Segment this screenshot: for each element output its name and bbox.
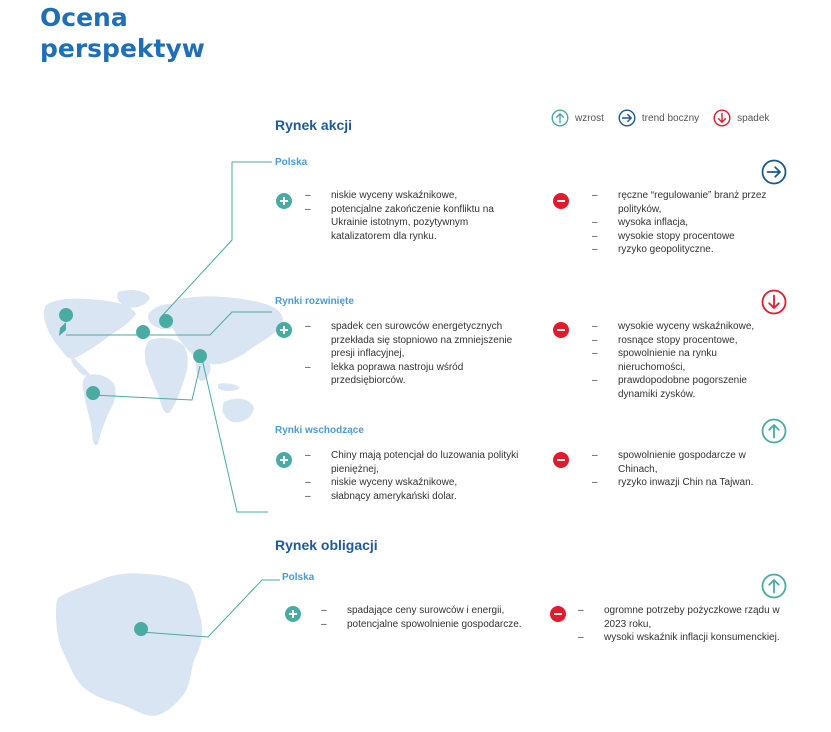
arrow-right-icon: [761, 159, 787, 185]
list-item: – spowolnienie na rynku nieruchomości,: [592, 347, 777, 374]
list-item: – niskie wyceny wskaźnikowe,: [305, 189, 515, 203]
plus-icon: [276, 193, 292, 209]
pros-list-bonds: [321, 604, 541, 631]
cons-list-bonds: [578, 604, 793, 645]
pros-list-wschodzace: [305, 449, 540, 503]
list-item: – wysokie stopy procentowe: [592, 230, 792, 244]
minus-icon: [553, 193, 569, 209]
list-item: – słabnący amerykański dolar.: [305, 490, 540, 504]
pin-south-america: [86, 386, 100, 400]
legend-label-up: wzrost: [575, 112, 604, 124]
cons-list-wschodzace: [592, 449, 777, 490]
list-item: – ryzyko geopolityczne.: [592, 243, 792, 257]
market-title-bonds-polska: Polska: [282, 572, 315, 583]
pin-europe-west: [136, 325, 150, 339]
page-title-line2: perspektyw: [40, 34, 205, 63]
list-item: – wysoki wskaźnik inflacji konsumenckiej.: [578, 631, 793, 645]
list-item: – Chiny mają potencjał do luzowania polityki pieniężnej,: [305, 449, 540, 476]
pros-list-polska: [305, 189, 515, 243]
list-item: – ręczne “regulowanie” branż przez polityków,: [592, 189, 792, 216]
pros-list-rozwiniete: [305, 320, 530, 388]
pin-poland: [159, 314, 173, 328]
poland-map: [56, 573, 202, 716]
minus-icon: [550, 606, 566, 622]
cons-list-rozwiniete: [592, 320, 777, 402]
continents: [44, 290, 283, 445]
minus-icon: [553, 322, 569, 338]
list-item: – prawdopodobne pogorszenie dynamiki zysków.: [592, 374, 777, 401]
list-item: – potencjalne zakończenie konfliktu na Ukrainie istotnym, pozytywnym katalizatorem dla rynku.: [305, 203, 515, 244]
arrow-down-icon: [761, 289, 787, 315]
list-item: – rosnące stopy procentowe,: [592, 334, 777, 348]
section-title-equities: Rynek akcji: [275, 117, 353, 133]
plus-icon: [276, 452, 292, 468]
connector-wschodzace-2: [200, 350, 268, 512]
arrow-up-icon: [761, 418, 787, 444]
pin-asia: [193, 349, 207, 363]
minus-icon: [553, 452, 569, 468]
list-item: – ogromne potrzeby pożyczkowe rządu w 2023 roku,: [578, 604, 793, 631]
arrow-up-icon: [761, 573, 787, 599]
list-item: – wysokie wyceny wskaźnikowe,: [592, 320, 777, 334]
pin-poland-bonds: [134, 622, 148, 636]
page-title-line1: Ocena: [40, 3, 128, 32]
market-title-polska: Polska: [275, 157, 308, 168]
legend-label-side: trend boczny: [641, 112, 700, 124]
plus-icon: [276, 322, 292, 338]
list-item: – niskie wyceny wskaźnikowe,: [305, 476, 540, 490]
legend-label-down: spadek: [737, 112, 770, 124]
section-title-bonds: Rynek obligacji: [275, 537, 378, 553]
market-title-rozwiniete: Rynki rozwinięte: [275, 296, 354, 307]
list-item: – spowolnienie gospodarcze w Chinach,: [592, 449, 777, 476]
list-item: – lekka poprawa nastroju wśród przedsiębiorców.: [305, 361, 530, 388]
market-title-wschodzace: Rynki wschodzące: [275, 425, 364, 436]
cons-list-polska: [592, 189, 792, 257]
list-item: – wysoka inflacja,: [592, 216, 792, 230]
list-item: – spadek cen surowców energetycznych przekłada się stopniowo na zmniejszenie presji inflacyjnej,: [305, 320, 530, 361]
list-item: – spadające ceny surowców i energii,: [321, 604, 541, 618]
list-item: – ryzyko inwazji Chin na Tajwan.: [592, 476, 777, 490]
list-item: – potencjalne spowolnienie gospodarcze.: [321, 618, 541, 632]
plus-icon: [285, 606, 301, 622]
connector-polska: [162, 162, 272, 316]
